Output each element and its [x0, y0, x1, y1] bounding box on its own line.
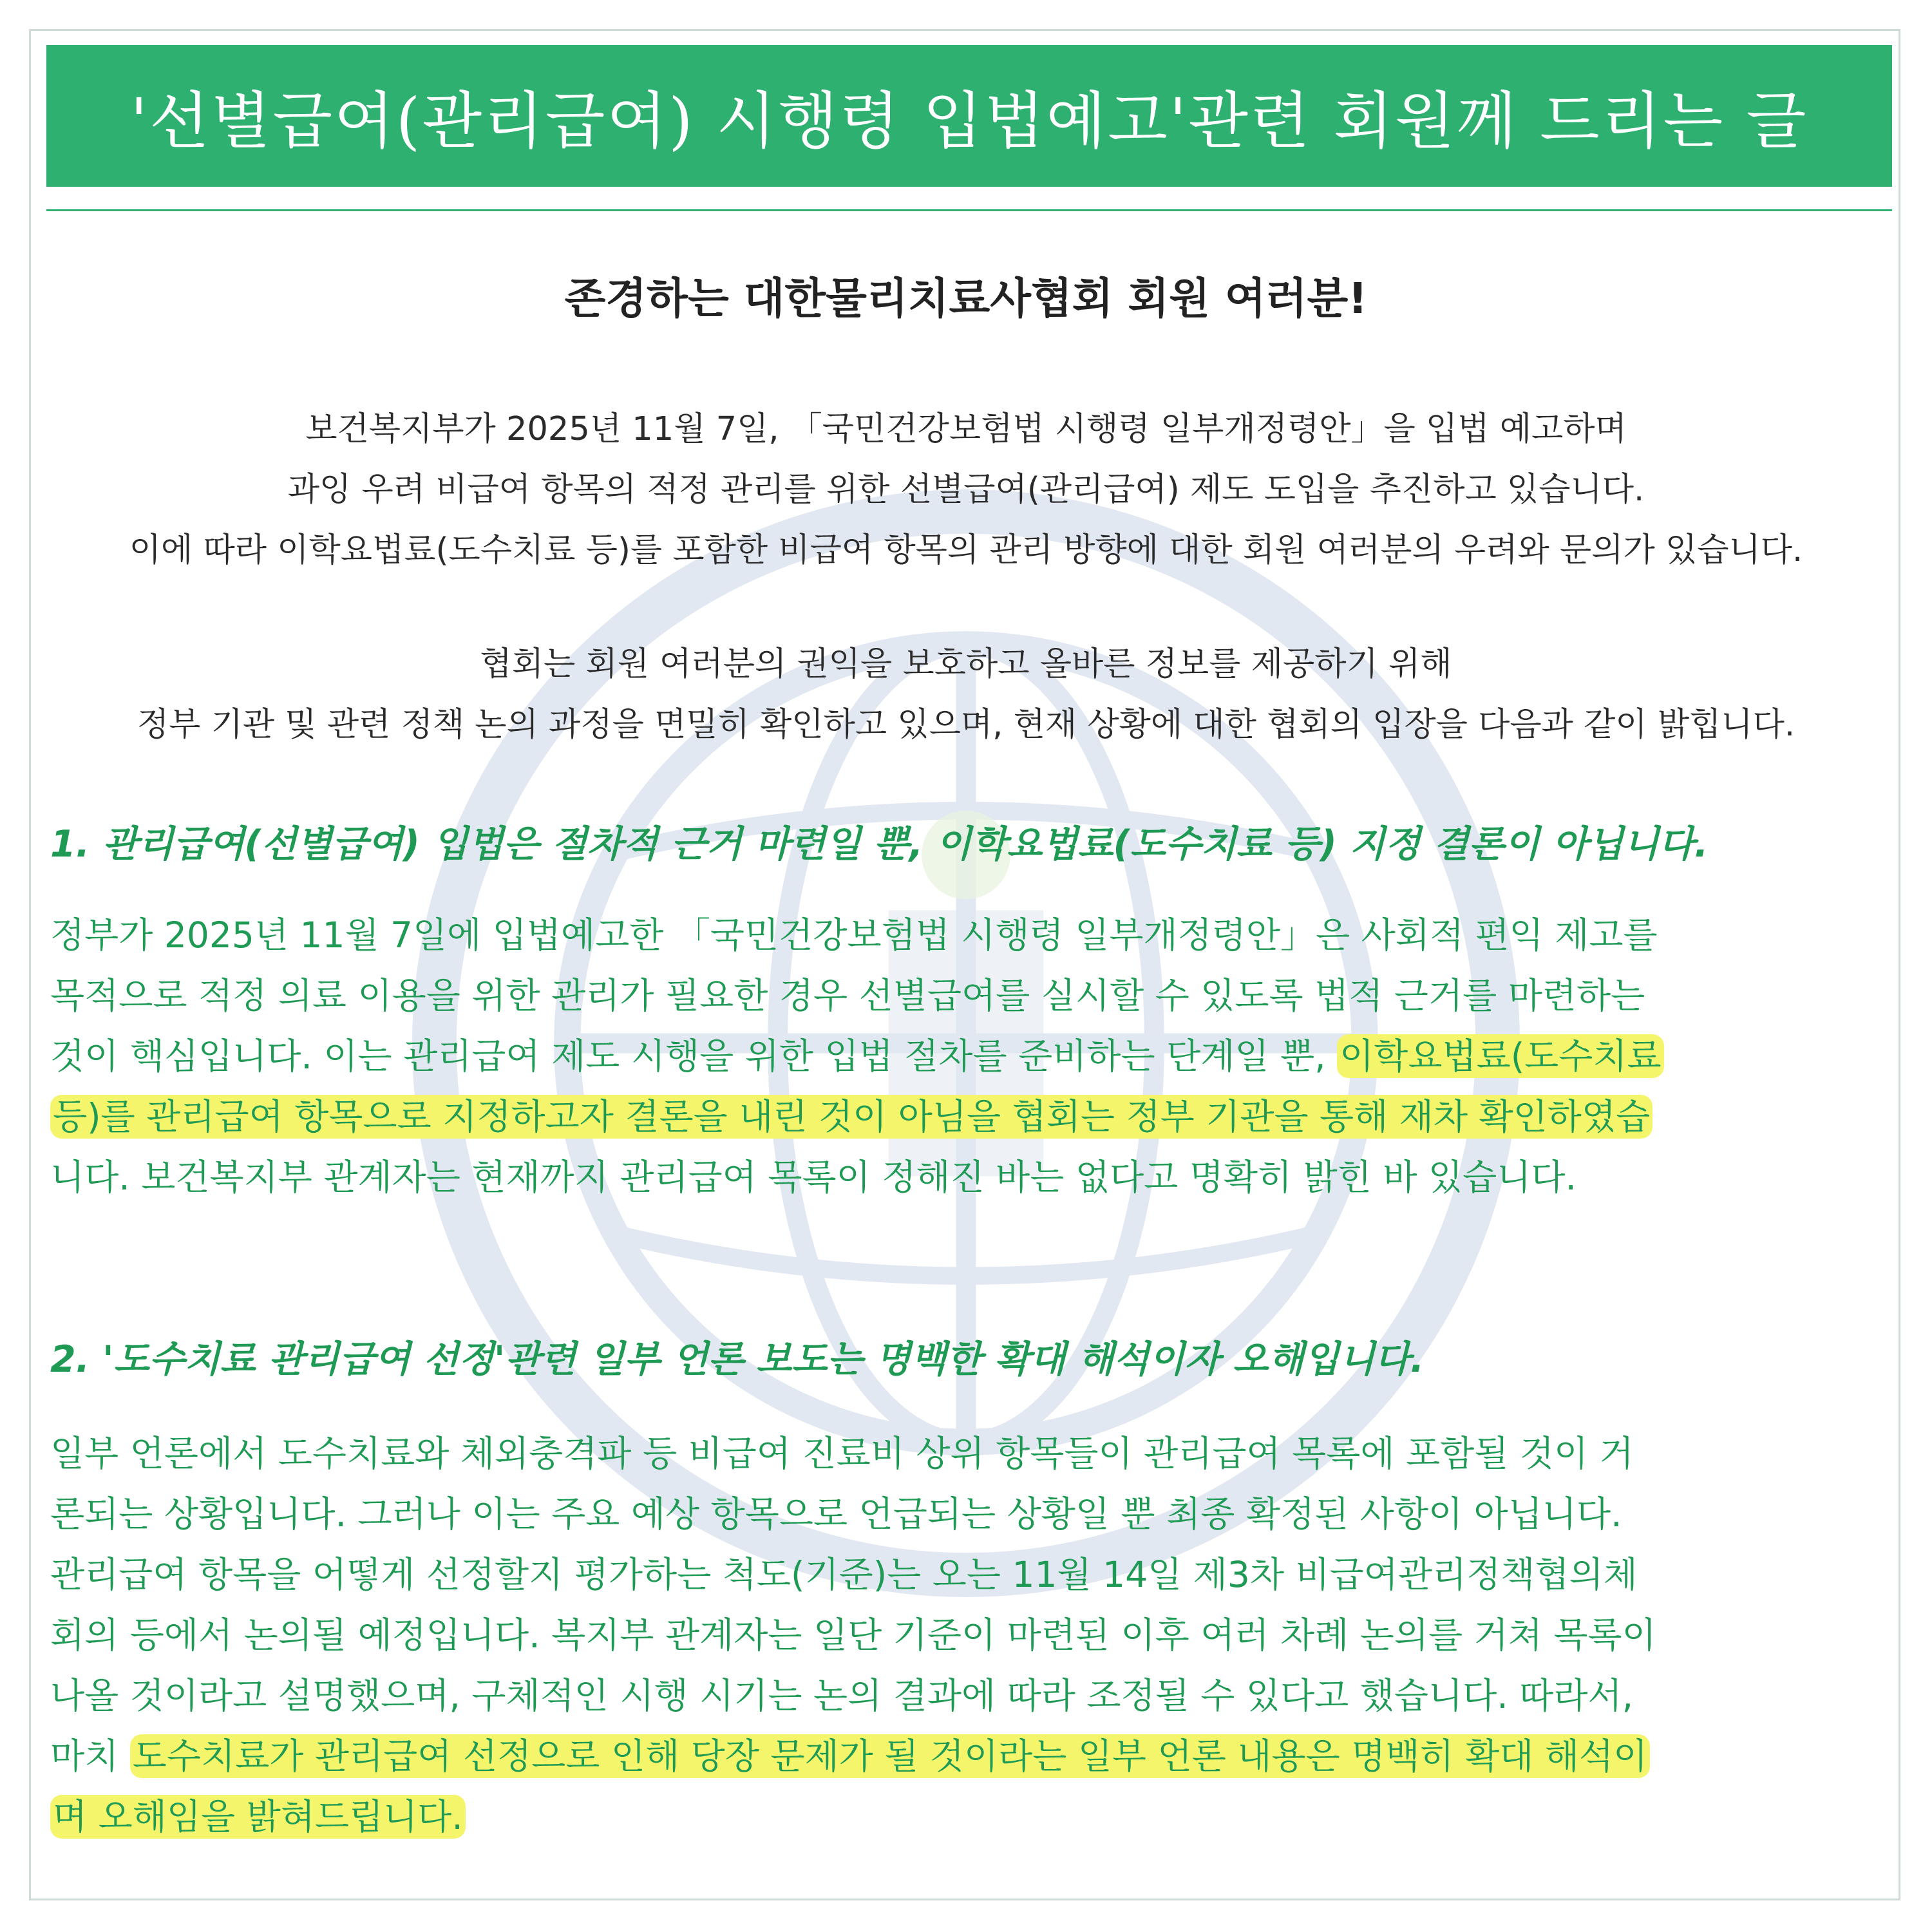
- body-line: [50, 1786, 1899, 1847]
- highlighted-text: 며 오해임을 밝혀드립니다.: [50, 1795, 466, 1839]
- body-line: 관리급여 항목을 어떻게 선정할지 평가하는 척도(기준)는 오는 11월 14일 제3차 비급여관리정책협의체: [50, 1554, 1638, 1595]
- body-line: 일부 언론에서 도수치료와 체외충격파 등 비급여 진료비 상위 항목들이 관리급여 목록에 포함될 것이 거: [50, 1433, 1634, 1474]
- greeting-heading: 존경하는 대한물리치료사협회 회원 여러분!: [564, 274, 1368, 323]
- section-2-body: [50, 1423, 1899, 1847]
- highlighted-text: 이학요법료(도수치료: [1337, 1034, 1664, 1078]
- body-line: 나올 것이라고 설명했으며, 구체적인 시행 시기는 논의 결과에 따라 조정될 수 있다고 했습니다. 따라서,: [50, 1675, 1634, 1716]
- intro-paragraph-2: [0, 634, 1932, 755]
- highlighted-text: 도수치료가 관리급여 선정으로 인해 당장 문제가 될 것이라는 일부 언론 내용은 명백히 확대 해석이: [130, 1734, 1650, 1778]
- body-line: 회의 등에서 논의될 예정입니다. 복지부 관계자는 일단 기준이 마련된 이후 여러 차례 논의를 거쳐 목록이: [50, 1615, 1656, 1656]
- section-1-body: [50, 905, 1899, 1208]
- intro-paragraph-1: [0, 399, 1932, 581]
- body-line: 마치 도수치료가 관리급여 선정으로 인해 당장 문제가 될 것이라는 일부 언론 내용은 명백히 확대 해석이: [50, 1726, 1899, 1786]
- body-line: 론되는 상황입니다. 그러나 이는 주요 예상 항목으로 언급되는 상황일 뿐 최종 확정된 사항이 아닙니다.: [50, 1493, 1622, 1535]
- title-banner: [46, 45, 1892, 187]
- title-divider: [46, 209, 1892, 211]
- intro-line: 과잉 우려 비급여 항목의 적정 관리를 위한 선별급여(관리급여) 제도 도입을 추진하고 있습니다.: [287, 471, 1645, 509]
- body-line: 정부가 2025년 11월 7일에 입법예고한 「국민건강보험법 시행령 일부개정령안」은 사회적 편익 제고를: [50, 914, 1658, 956]
- intro-line: 정부 기관 및 관련 정책 논의 과정을 면밀히 확인하고 있으며, 현재 상황에 대한 협회의 입장을 다음과 같이 밝힙니다.: [137, 706, 1795, 744]
- body-line: 니다. 보건복지부 관계자는 현재까지 관리급여 목록이 정해진 바는 없다고 명확히 밝힌 바 있습니다.: [50, 1157, 1577, 1198]
- page-title: '선별급여(관리급여) 시행령 입법예고'관련 회원께 드리는 글: [130, 84, 1808, 157]
- body-line: 목적으로 적정 의료 이용을 위한 관리가 필요한 경우 선별급여를 실시할 수 있도록 법적 근거를 마련하는: [50, 975, 1645, 1016]
- intro-line: 보건복지부가 2025년 11월 7일, 「국민건강보험법 시행령 일부개정령안」을 입법 예고하며: [305, 410, 1627, 448]
- highlighted-text: 등)를 관리급여 항목으로 지정하고자 결론을 내린 것이 아님을 협회는 정부 기관을 통해 재차 확인하였습: [50, 1095, 1653, 1139]
- intro-line: 협회는 회원 여러분의 권익을 보호하고 올바른 정보를 제공하기 위해: [480, 645, 1452, 683]
- body-line: [50, 1086, 1899, 1147]
- section-2-title: 2. '도수치료 관리급여 선정'관련 일부 언론 보도는 명백한 확대 해석이자 오해입니다.: [50, 1338, 1425, 1381]
- intro-line: 이에 따라 이학요법료(도수치료 등)를 포함한 비급여 항목의 관리 방향에 대한 회원 여러분의 우려와 문의가 있습니다.: [129, 531, 1803, 569]
- section-1-title: 1. 관리급여(선별급여) 입법은 절차적 근거 마련일 뿐, 이학요법료(도수치료 등) 지정 결론이 아닙니다.: [50, 823, 1709, 866]
- body-line: 것이 핵심입니다. 이는 관리급여 제도 시행을 위한 입법 절차를 준비하는 단계일 뿐, 이학요법료(도수치료: [50, 1026, 1899, 1086]
